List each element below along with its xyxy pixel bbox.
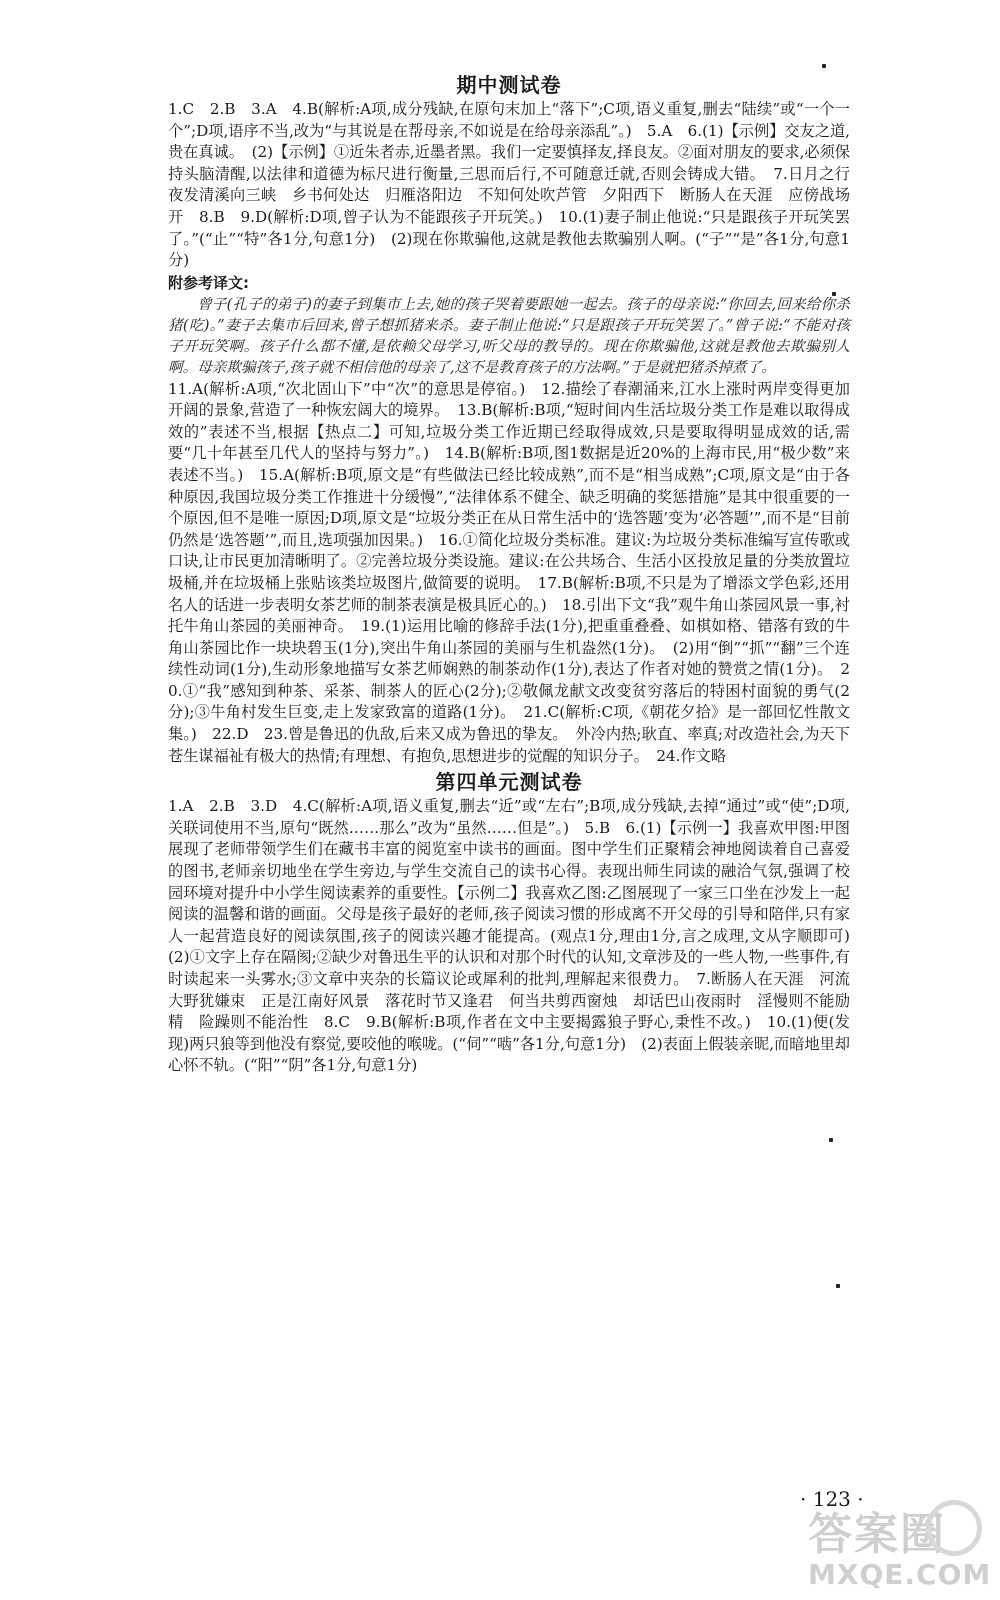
- page-number: · 123 ·: [800, 1487, 864, 1511]
- reference-translation-label: 附参考译文:: [168, 273, 249, 292]
- section-title-mid-test: 期中测试卷: [456, 73, 562, 97]
- reference-translation: 曾子(孔子的弟子)的妻子到集市上去,她的孩子哭着要跟她一起去。孩子的母亲说:“你回去,回来给你杀猪(吃)。”妻子去集市后回来,曾子想抓猪来杀。妻子制止他说:“只是跟孩子开玩笑罢了。”曾子说:“不能对孩子开玩笑啊。孩子什么都不懂,是依赖父母学习,听父母的教导的。现在你欺骗他,这就是教他去欺骗别人啊。母亲欺骗孩子,孩子就不相信他的母亲了,这不是教育孩子的方法啊。”于是就把猪杀掉煮了。: [168, 295, 850, 377]
- answer-sheet: [168, 72, 866, 1077]
- watermark-ring-icon: [926, 1500, 982, 1556]
- unit4-test-answers: 1.A 2.B 3.D 4.C(解析:A项,语义重复,删去“近”或“左右”;B项,成分残缺,去掉“通过”或“使”;D项,关联词使用不当,原句“既然……那么”改为“虽然……但是”。) 5.B 6.(1)【示例一】我喜欢甲图:甲图展现了老师带领学生们在藏书丰富的阅览室中读书的画面。图中学生们正聚精会神地阅读着自己喜爱的图书,老师亲切地坐在学生旁边,与学生交流自己的读书心得。表现出师生同读的融洽气氛,强调了校园环境对提升中小学生阅读素养的重要性。【示例二】我喜欢乙图:乙图展现了一家三口坐在沙发上一起阅读的温馨和谐的画面。父母是孩子最好的老师,孩子阅读习惯的形成离不开父母的引导和陪伴,只有家人一起营造良好的阅读氛围,孩子的阅读兴趣才能提高。(观点1分,理由1分,言之成理,文从字顺即可) (2)①文字上存在隔阂;②缺少对鲁迅生平的认识和对那个时代的认知,文章涉及的一些人物,一些事件,有时读起来一头雾水;③文章中夹杂的长篇议论或犀利的批判,理解起来很费力。 7.断肠人在天涯 河流大野犹嫌束 正是江南好风景 落花时节又逢君 何当共剪西窗烛 却话巴山夜雨时 淫慢则不能励精 险躁则不能治性 8.C 9.B(解析:B项,作者在文中主要揭露狼子野心,秉性不改。) 10.(1)便(发现)两只狼等到他没有察觉,要咬他的喉咙。(“伺”“啮”各1分,句意1分) (2)表面上假装亲昵,而暗地里却心怀不轨。(“阳”“阴”各1分,句意1分): [168, 797, 866, 1075]
- watermark-logo: 答案圈: [808, 1509, 946, 1560]
- watermark: [808, 1498, 992, 1593]
- section-title-unit4-test: 第四单元测试卷: [435, 770, 583, 795]
- scan-speck: [836, 1284, 840, 1288]
- mid-test-answers-part2: 11.A(解析:A项,“次北固山下”中“次”的意思是停宿。) 12.描绘了春潮涌来,江水上涨时两岸变得更加开阔的景象,营造了一种恢宏阔大的境界。 13.B(解析:B项,“短时间内生活垃圾分类工作是难以取得成效的”表述不当,根据【热点二】可知,垃圾分类工作近期已经取得成效,只是要取得明显成效的话,需要“几十年甚至几代人的坚持与努力”。) 14.B(解析:B项,图1数据是近20%的上海市民,用“极少数”来表述不当。) 15.A(解析:B项,原文是“有些做法已经比较成熟”,而不是“相当成熟”;C项,原文是“由于各种原因,我国垃圾分类工作推进十分缓慢”,“法律体系不健全、缺乏明确的奖惩措施”是其中很重要的一个原因,但不是唯一原因;D项,原文是“垃圾分类正在从日常生活中的‘选答题’变为‘必答题’”,而不是“目前仍然是‘选答题’”,而且,选项强加因果。) 16.①简化垃圾分类标准。建议:为垃圾分类标准编写宣传歌或口诀,让市民更加清晰明了。②完善垃圾分类设施。建议:在公共场合、生活小区投放足量的分类放置垃圾桶,并在垃圾桶上张贴该类垃圾图片,做简要的说明。 17.B(解析:B项,不只是为了增添文学色彩,还用名人的话进一步表明女茶艺师的制茶表演是极具匠心的。) 18.引出下文“我”观牛角山茶园风景一事,衬托牛角山茶园的美丽神奇。 19.(1)运用比喻的修辞手法(1分),把重重叠叠、如棋如格、错落有致的牛角山茶园比作一块块碧玉(1分),突出牛角山茶园的美丽与生机盎然(1分)。 (2)用“倒”“抓”“翻”三个连续性动词(1分),生动形象地描写女茶艺师娴熟的制茶动作(1分),表达了作者对她的赞赏之情(1分)。 20.①“我”感知到种茶、采茶、制茶人的匠心(2分);②敬佩龙献文改变贫穷落后的特困村面貌的勇气(2分);③牛角村发生巨变,走上发家致富的道路(1分)。 21.C(解析:C项,《朝花夕拾》是一部回忆性散文集。) 22.D 23.曾是鲁迅的仇敌,后来又成为鲁迅的挚友。 外冷内热;耿直、率真;对改造社会,为天下苍生谋福祉有极大的热情;有理想、有抱负,思想进步的觉醒的知识分子。 24.作文略: [168, 379, 850, 765]
- scan-speck: [829, 1138, 833, 1142]
- watermark-url: MXQE.COM: [808, 1558, 992, 1591]
- mid-test-answers-part1: 1.C 2.B 3.A 4.B(解析:A项,成分残缺,在原句末加上“落下”;C项,语义重复,删去“陆续”或“一个一个”;D项,语序不当,改为“与其说是在帮母亲,不如说是在给母亲添乱”。) 5.A 6.(1)【示例】交友之道,贵在真诚。 (2)【示例】①近朱者赤,近墨者黑。我们一定要慎择友,择良友。②面对朋友的要求,必须保持头脑清醒,以法律和道德为标尺进行衡量,三思而后行,不可随意迁就,否则会铸成大错。 7.日月之行 夜发清溪向三峡 乡书何处达 归雁洛阳边 不知何处吹芦管 夕阳西下 断肠人在天涯 应傍战场开 8.B 9.D(解析:D项,曾子认为不能跟孩子开玩笑。) 10.(1)妻子制止他说:“只是跟孩子开玩笑罢了。”(“止”“特”各1分,句意1分) (2)现在你欺骗他,这就是教他去欺骗别人啊。(“子”“是”各1分,句意1分): [168, 100, 866, 270]
- scan-speck: [822, 64, 826, 68]
